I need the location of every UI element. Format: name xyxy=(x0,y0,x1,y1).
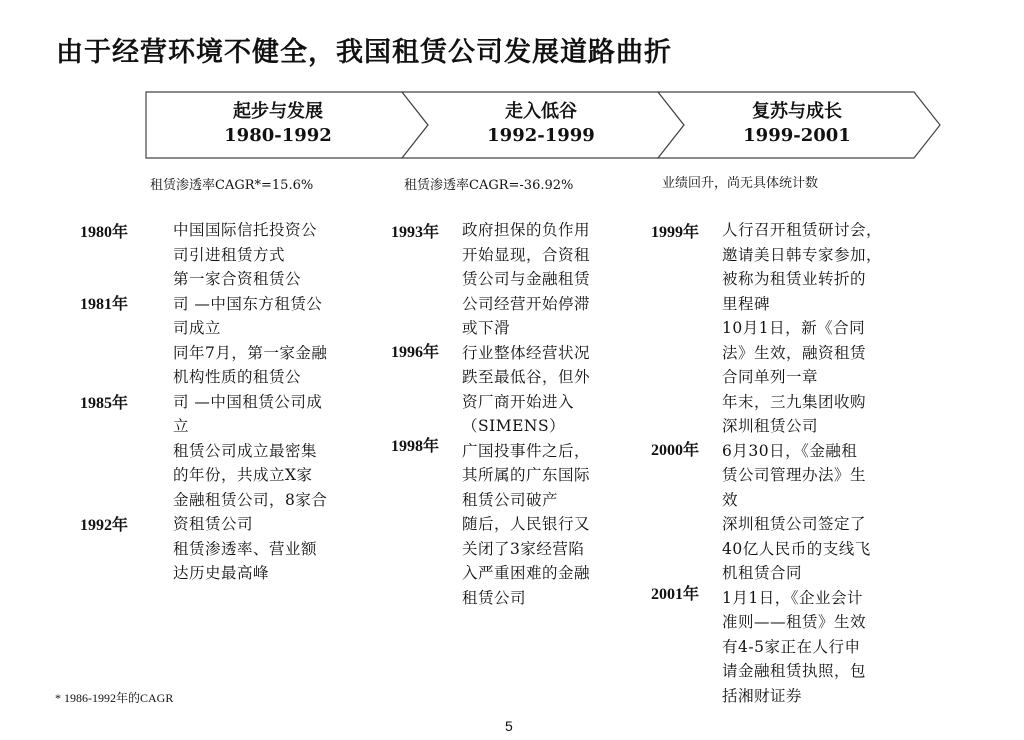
event-text-line: 租赁公司破产 xyxy=(462,490,559,509)
event-text-line: 司引进租赁方式 xyxy=(173,245,286,264)
event-text-line: 中国国际信托投资公 xyxy=(173,221,318,239)
event-text-line: 达历史最高峰 xyxy=(173,564,270,582)
phase-3-years: 1999-2001 xyxy=(743,125,851,146)
year-label: 1999年 xyxy=(651,224,700,241)
event-text-line: 深圳租赁公司签定了 xyxy=(722,515,867,533)
event-text-line: 效 xyxy=(722,490,739,509)
event-text-line: 年末，三九集团收购 xyxy=(722,392,867,411)
year-label: 2000年 xyxy=(651,442,700,459)
year-label: 1996年 xyxy=(391,344,440,361)
column-3-events xyxy=(722,218,882,708)
page-number: 5 xyxy=(505,718,513,734)
event-text-line: 法》生效，融资租赁 xyxy=(722,343,867,362)
event-text-line: 金融租赁公司，8家合 xyxy=(173,490,328,509)
event-text-line: 1月1日，《企业会计 xyxy=(722,588,863,607)
event-text-line: 或下滑 xyxy=(462,319,511,337)
event-text-line: 合同单列一章 xyxy=(722,368,819,386)
event-text-line: 随后，人民银行又 xyxy=(462,515,591,533)
event-text-line: 里程碑 xyxy=(722,294,771,313)
event-text-line: 广国投事件之后， xyxy=(462,441,591,460)
event-text-line: 人行召开租赁研讨会， xyxy=(722,221,883,239)
event-text-line: 同年7月，第一家金融 xyxy=(173,343,328,362)
page-title: 由于经营环境不健全，我国租赁公司发展道路曲折 xyxy=(56,37,672,68)
event-text-line: 赁公司与金融租赁 xyxy=(462,270,591,288)
event-text-line: 司 —中国租赁公司成 xyxy=(173,392,323,411)
column-1-events xyxy=(173,218,327,586)
phase-2-name: 走入低谷 xyxy=(505,101,577,122)
phase-3-name: 复苏与成长 xyxy=(752,101,842,122)
event-text-line: 租赁公司 xyxy=(462,588,527,607)
event-text-line: 请金融租赁执照，包 xyxy=(722,662,867,680)
event-text-line: 关闭了3家经营陷 xyxy=(462,539,585,558)
phase-1-label xyxy=(178,100,378,148)
phase-2-years: 1992-1999 xyxy=(487,125,595,146)
phase-1-name: 起步与发展 xyxy=(233,101,323,122)
phase-3-label xyxy=(697,100,897,148)
event-text-line: （SIMENS） xyxy=(462,417,566,435)
event-text-line: 公司经营开始停滞 xyxy=(462,294,591,313)
event-text-line: 入严重困难的金融 xyxy=(462,564,591,582)
event-text-line: 被称为租赁业转折的 xyxy=(722,270,867,288)
year-label: 1992年 xyxy=(80,517,129,534)
event-text-line: 政府担保的负作用 xyxy=(462,221,591,239)
column-2-events xyxy=(462,218,590,610)
year-label: 1985年 xyxy=(80,395,129,412)
event-text-line: 邀请美日韩专家参加， xyxy=(722,245,883,264)
event-text-line: 租赁公司成立最密集 xyxy=(173,441,318,460)
event-text-line: 开始显现，合资租 xyxy=(462,245,591,264)
event-text-line: 6月30日，《金融租 xyxy=(722,441,858,460)
event-text-line: 司 —中国东方租赁公 xyxy=(173,294,323,313)
year-label: 1998年 xyxy=(391,438,440,455)
event-text-line: 司成立 xyxy=(173,319,222,337)
year-label: 1993年 xyxy=(391,224,440,241)
event-text-line: 准则——租赁》生效 xyxy=(722,613,867,631)
event-text-line: 机构性质的租赁公 xyxy=(173,368,302,386)
phase-2-metric: 租赁渗透率CAGR=-36.92% xyxy=(404,178,574,193)
event-text-line: 资租赁公司 xyxy=(173,515,254,533)
event-text-line: 深圳租赁公司 xyxy=(722,417,819,435)
event-text-line: 40亿人民币的支线飞 xyxy=(722,539,871,558)
year-label: 1981年 xyxy=(80,296,129,313)
event-text-line: 行业整体经营状况 xyxy=(462,343,591,362)
year-label: 1980年 xyxy=(80,224,129,241)
event-text-line: 第一家合资租赁公 xyxy=(173,270,302,288)
year-label: 2001年 xyxy=(651,586,700,603)
event-text-line: 资厂商开始进入 xyxy=(462,392,575,411)
event-text-line: 10月1日，新《合同 xyxy=(722,319,866,337)
event-text-line: 的年份，共成立X家 xyxy=(173,466,313,484)
footnote: * 1986-1992年的CAGR xyxy=(55,691,174,705)
event-text-line: 有4-5家正在人行申 xyxy=(722,637,861,656)
phase-1-years: 1980-1992 xyxy=(224,125,332,146)
phase-2-label xyxy=(441,100,641,148)
event-text-line: 机租赁合同 xyxy=(722,564,803,582)
event-text-line: 跌至最低谷，但外 xyxy=(462,368,591,386)
event-text-line: 租赁渗透率、营业额 xyxy=(173,539,318,558)
event-text-line: 赁公司管理办法》生 xyxy=(722,466,867,484)
event-text-line: 括湘财证券 xyxy=(722,686,803,705)
phase-3-metric: 业绩回升，尚无具体统计数 xyxy=(662,176,819,191)
event-text-line: 其所属的广东国际 xyxy=(462,466,591,484)
event-text-line: 立 xyxy=(173,417,190,435)
phase-1-metric: 租赁渗透率CAGR*=15.6% xyxy=(150,178,314,193)
